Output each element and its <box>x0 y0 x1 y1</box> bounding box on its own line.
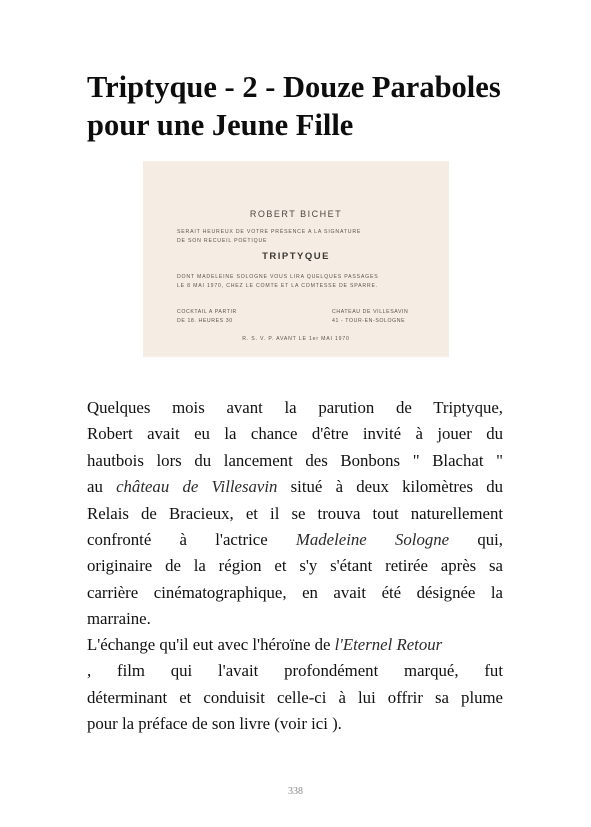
card-right-2: 41 - TOUR-EN-SOLOGNE <box>332 318 406 324</box>
p2-line: déterminant et conduisit celle-ci à lui offrir sa plume <box>87 687 503 707</box>
card-right-1: CHATEAU DE VILLESAVIN <box>332 309 409 315</box>
p1-line: hautbois lors du lancement des Bonbons " Blachat " <box>87 450 503 470</box>
paragraph-2 <box>87 632 503 738</box>
p1-line: originaire de la région et s'y s'étant retirée après sa <box>87 556 503 576</box>
p2-line: pour la préface de son livre (voir ici ). <box>87 714 342 734</box>
actress-link[interactable]: Madeleine Sologne <box>295 529 450 549</box>
card-line-3: DONT MADELEINE SOLOGNE VOUS LIRA QUELQUES PASSAGES <box>177 274 379 280</box>
paragraph-1 <box>87 395 503 633</box>
p2-line: L'échange qu'il eut avec l'héroïne de l'Eternel Retour <box>87 635 443 654</box>
invitation-card-image <box>143 161 449 357</box>
card-left-2: DE 18. HEURES 30 <box>177 318 233 324</box>
page-number: 338 <box>288 786 303 797</box>
chateau-link[interactable]: château de Villesavin <box>116 477 278 497</box>
card-line-2: DE SON RECUEIL POÉTIQUE <box>177 238 268 244</box>
p1-line: Quelques mois avant la parution de Triptyque, <box>87 398 503 417</box>
title-line-1: Triptyque - 2 - Douze Paraboles <box>87 70 501 104</box>
card-line-1: SERAIT HEUREUX DE VOTRE PRÉSENCE A LA SIGNATURE <box>177 229 362 235</box>
card-name: ROBERT BICHET <box>249 209 343 219</box>
title-line-2: pour une Jeune Fille <box>87 108 354 142</box>
card-left-1: COCKTAIL A PARTIR <box>177 309 237 315</box>
p1-line: Relais de Bracieux, et il se trouva tout naturellement <box>87 503 503 523</box>
card-rsvp: R. S. V. P. AVANT LE 1er MAI 1970 <box>242 336 350 342</box>
p2-line: , film qui l'avait profondément marqué, fut <box>87 661 503 681</box>
p1-line: carrière cinématographique, en avait été désignée la <box>87 582 503 602</box>
film-link[interactable]: l'Eternel Retour <box>334 635 443 654</box>
p1-line: confronté à l'actrice Madeleine Sologne qui, <box>87 529 503 549</box>
p1-line: Robert avait eu la chance d'être invité à jouer du <box>87 424 503 444</box>
page-title <box>87 68 527 144</box>
card-line-4: LE 8 MAI 1970, CHEZ LE COMTE ET LA COMTESSE DE SPARRE. <box>177 283 378 289</box>
p1-line: au château de Villesavin situé à deux kilomètres du <box>87 477 503 497</box>
p1-line: marraine. <box>87 609 151 629</box>
card-book-title: TRIPTYQUE <box>262 251 330 262</box>
